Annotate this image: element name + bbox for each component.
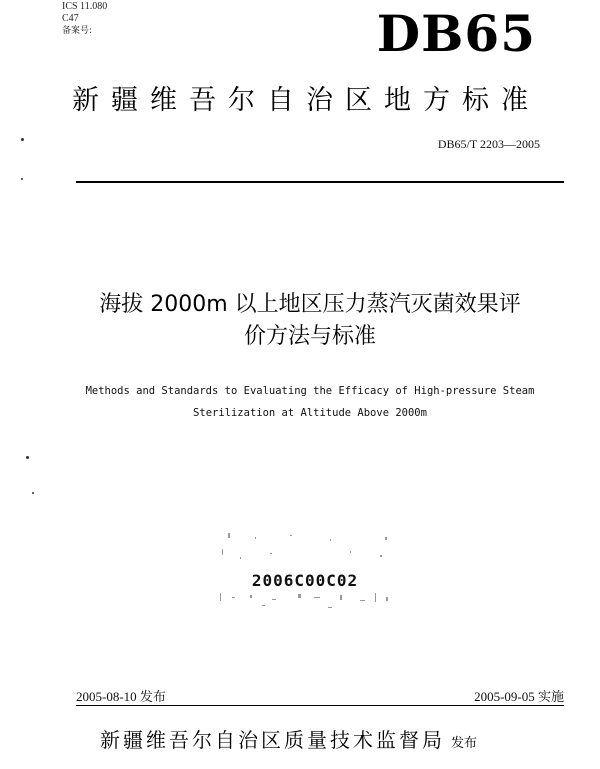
english-title-line-2: Sterilization at Altitude Above 2000m xyxy=(193,407,427,419)
ics-code: ICS 11.080 xyxy=(62,1,108,12)
issue-date: 2005-08-10 发布 xyxy=(76,689,166,704)
publisher-suffix: 发布 xyxy=(451,736,478,751)
implementation-date: 2005-09-05 实施 xyxy=(474,689,564,704)
scan-speck xyxy=(32,492,34,494)
standard-level-title: 新疆维吾尔自治区地方标准 xyxy=(72,85,540,116)
chinese-title-line-1: 海拔 2000m 以上地区压力蒸汽灭菌效果评 xyxy=(99,292,521,317)
clc-code: C47 xyxy=(62,13,79,24)
standard-code: DB65 xyxy=(376,4,536,63)
barcode-number: 2006C00C02 xyxy=(251,571,359,590)
record-number-label: 备案号: xyxy=(62,26,93,36)
scan-speck xyxy=(26,456,29,459)
scan-speck xyxy=(21,178,23,180)
chinese-title xyxy=(40,289,580,353)
scan-speck xyxy=(21,138,24,141)
top-divider xyxy=(76,181,564,183)
barcode-stamp xyxy=(210,527,400,617)
publisher-name: 新疆维吾尔自治区质量技术监督局 xyxy=(100,728,445,752)
standard-number: DB65/T 2203—2005 xyxy=(437,137,540,151)
publisher-line xyxy=(100,724,477,753)
english-title xyxy=(40,380,580,424)
chinese-title-line-2: 价方法与标准 xyxy=(243,324,376,349)
bottom-divider xyxy=(76,705,564,706)
english-title-line-1: Methods and Standards to Evaluating the Efficacy of High-pressure Steam xyxy=(85,385,535,397)
